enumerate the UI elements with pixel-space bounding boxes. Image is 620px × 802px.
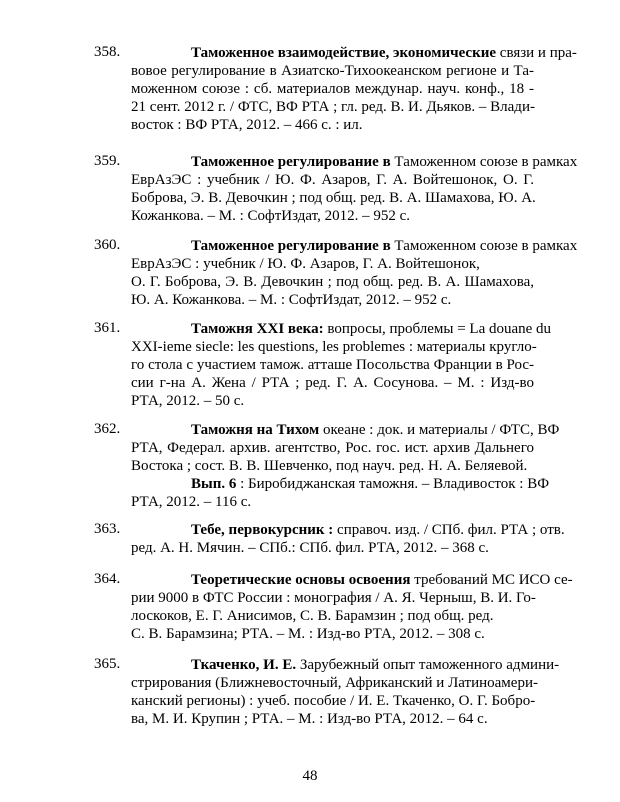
entry-line: Теоретические основы освоения требований МС ИСО се- xyxy=(191,572,573,588)
entry-line: Ю. А. Кожанкова. – М. : СофтИздат, 2012. – 952 с. xyxy=(131,292,452,308)
entry-number: 361. xyxy=(94,320,121,336)
bibliography-entry xyxy=(94,237,578,309)
page-number: 48 xyxy=(302,768,318,784)
bibliography-entry xyxy=(94,421,560,511)
entry-line: Кожанкова. – М. : СофтИздат, 2012. – 952 с. xyxy=(131,208,411,224)
entry-line: моженном союзе : сб. материалов междунар. науч. конф., 18 - xyxy=(131,81,534,97)
entry-line: ЕврАзЭС : учебник / Ю. Ф. Азаров, Г. А. Войтешонок, О. Г. xyxy=(131,172,534,188)
entry-line: ЕврАзЭС : учебник / Ю. Ф. Азаров, Г. А. Войтешонок, xyxy=(131,256,480,272)
entry-line: Таможня на Тихом океане : док. и материалы / ФТС, ВФ xyxy=(191,422,560,438)
bibliography-entry xyxy=(94,320,552,410)
entry-line: Вып. 6 : Биробиджанская таможня. – Владивосток : ВФ xyxy=(191,476,550,492)
entry-line: Ткаченко, И. Е. Зарубежный опыт таможенного админи- xyxy=(191,657,560,673)
entry-line: вовое регулирование в Азиатско-Тихоокеанском регионе и Та- xyxy=(131,63,534,79)
bibliography-entry xyxy=(94,153,578,225)
entry-line: 21 сент. 2012 г. / ФТС, ВФ РТА ; гл. ред. В. И. Дьяков. – Влади- xyxy=(131,99,535,115)
entry-number: 364. xyxy=(94,571,121,587)
entry-number: 362. xyxy=(94,421,121,437)
entry-line: Тебе, первокурсник : справоч. изд. / СПб. фил. РТА ; отв. xyxy=(191,522,565,538)
entry-line: ред. А. Н. Мячин. – СПб.: СПб. фил. РТА, 2012. – 368 с. xyxy=(131,540,489,556)
entry-number: 358. xyxy=(94,44,121,60)
entry-line: го стола с участием тамож. атташе Посольства Франции в Рос- xyxy=(131,357,534,373)
entry-line: О. Г. Боброва, Э. В. Девочкин ; под общ. ред. В. А. Шамахова, xyxy=(131,274,534,290)
entry-line: XXI-ieme siecle: les questions, les problemes : материалы кругло- xyxy=(131,339,537,355)
entry-line: канский регионы) : учеб. пособие / И. Е. Ткаченко, О. Г. Бобро- xyxy=(131,693,536,709)
entry-line: С. В. Барамзина; РТА. – М. : Изд-во РТА, 2012. – 308 с. xyxy=(131,626,485,642)
bibliography-entry xyxy=(94,571,573,643)
entry-line: Боброва, Э. В. Девочкин ; под общ. ред. В. А. Шамахова, Ю. А. xyxy=(131,190,536,206)
entry-line: рии 9000 в ФТС России : монография / А. Я. Черныш, В. И. Го- xyxy=(131,590,536,606)
entry-line: Таможенное взаимодействие, экономические связи и пра- xyxy=(191,45,577,61)
entry-line: РТА, Федерал. архив. агентство, Рос. гос. ист. архив Дальнего xyxy=(131,440,534,456)
entry-line: Востока ; сост. В. В. Шевченко, под науч. ред. Н. А. Беляевой. xyxy=(131,458,528,474)
entry-line: Таможня XXI века: вопросы, проблемы = La douane du xyxy=(191,321,552,337)
bibliography-entry xyxy=(94,521,565,557)
entry-line: восток : ВФ РТА, 2012. – 466 с. : ил. xyxy=(131,117,363,133)
entry-number: 360. xyxy=(94,237,121,253)
bibliography-entry xyxy=(94,44,577,134)
entry-line: Таможенное регулирование в Таможенном союзе в рамках xyxy=(191,238,578,254)
entry-line: РТА, 2012. – 50 с. xyxy=(131,393,245,409)
bibliography-entry xyxy=(94,656,560,728)
entry-number: 359. xyxy=(94,153,121,169)
entry-number: 365. xyxy=(94,656,121,672)
entry-line: РТА, 2012. – 116 с. xyxy=(131,494,252,510)
entry-number: 363. xyxy=(94,521,121,537)
entry-line: Таможенное регулирование в Таможенном союзе в рамках xyxy=(191,154,578,170)
entry-line: ва, М. И. Крупин ; РТА. – М. : Изд-во РТА, 2012. – 64 с. xyxy=(131,711,488,727)
entry-line: лоскоков, Е. Г. Анисимов, С. В. Барамзин ; под общ. ред. xyxy=(131,608,494,624)
entry-line: сии г-на А. Жена / РТА ; ред. Г. А. Сосунова. – М. : Изд-во xyxy=(131,375,534,391)
entry-line: стрирования (Ближневосточный, Африканский и Латиноамери- xyxy=(131,675,538,691)
